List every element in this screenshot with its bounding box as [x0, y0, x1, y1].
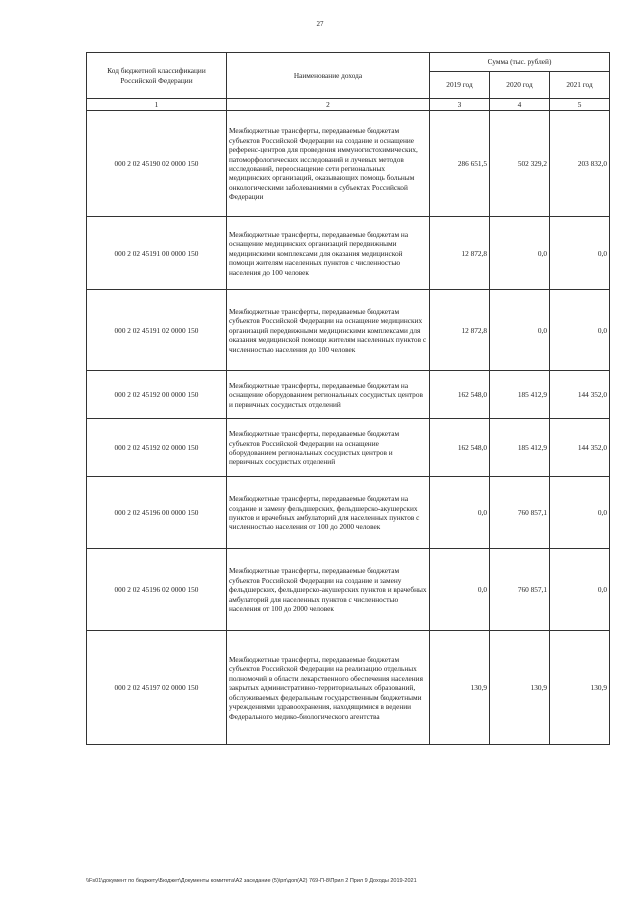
row-value-2019: 12 872,8 — [430, 217, 490, 290]
row-name: Межбюджетные трансферты, передаваемые бюджетам субъектов Российской Федерации на создание и замену фельдшерских, фельдшерско-акушерских пунктов и врачебных амбулаторий для населенных пунктов с численностью населения от 100 до 2000 человек — [227, 549, 430, 631]
row-code: 000 2 02 45191 00 0000 150 — [87, 217, 227, 290]
row-name: Межбюджетные трансферты, передаваемые бюджетам субъектов Российской Федерации на оснащение медицинских организаций передвижными медицинскими комплексами для оказания медицинской помощи жителям населенных пунктов с численностью населения до 100 человек — [227, 290, 430, 371]
table-row — [87, 549, 610, 631]
row-code: 000 2 02 45190 02 0000 150 — [87, 111, 227, 217]
header-year-2019: 2019 год — [430, 72, 490, 99]
row-value-2021: 203 832,0 — [550, 111, 610, 217]
row-value-2019: 130,9 — [430, 631, 490, 745]
row-value-2021: 0,0 — [550, 290, 610, 371]
row-code: 000 2 02 45191 02 0000 150 — [87, 290, 227, 371]
table-row — [87, 111, 610, 217]
table-row — [87, 477, 610, 549]
column-number: 4 — [490, 99, 550, 111]
row-value-2021: 0,0 — [550, 477, 610, 549]
footer-file-path: \\Fs01\документ по бюджету\Бюджет\Документы комитета\А2 заседание (5)\рп\доп(А2) 769-П-8\Прил 2 Прил 9 Доходы 2019-2021 — [86, 878, 417, 884]
row-value-2019: 162 548,0 — [430, 419, 490, 477]
row-code: 000 2 02 45192 02 0000 150 — [87, 419, 227, 477]
row-value-2019: 286 651,5 — [430, 111, 490, 217]
column-number: 1 — [87, 99, 227, 111]
row-value-2020: 760 857,1 — [490, 477, 550, 549]
row-value-2019: 12 872,8 — [430, 290, 490, 371]
row-name: Межбюджетные трансферты, передаваемые бюджетам на создание и замену фельдшерских, фельдшерско-акушерских пунктов и врачебных амбулаторий для населенных пунктов с численностью населения от 100 до 2000 человек — [227, 477, 430, 549]
row-code: 000 2 02 45196 02 0000 150 — [87, 549, 227, 631]
row-value-2020: 130,9 — [490, 631, 550, 745]
row-value-2020: 0,0 — [490, 290, 550, 371]
table-row — [87, 217, 610, 290]
row-value-2021: 0,0 — [550, 549, 610, 631]
row-value-2020: 760 857,1 — [490, 549, 550, 631]
row-name: Межбюджетные трансферты, передаваемые бюджетам субъектов Российской Федерации на реализацию отдельных полномочий в области лекарственного обеспечения населения закрытых административно-территориальных образований, обслуживаемых федеральным государственным бюджетными учреждениями здравоохранения, находящимися в ведении Федерального медико-биологического агентства — [227, 631, 430, 745]
column-number: 2 — [227, 99, 430, 111]
row-code: 000 2 02 45196 00 0000 150 — [87, 477, 227, 549]
row-code: 000 2 02 45192 00 0000 150 — [87, 371, 227, 419]
row-value-2020: 185 412,9 — [490, 419, 550, 477]
table-row — [87, 290, 610, 371]
row-value-2021: 130,9 — [550, 631, 610, 745]
row-code: 000 2 02 45197 02 0000 150 — [87, 631, 227, 745]
page-number: 27 — [316, 20, 324, 28]
header-code: Код бюджетной классификации Российской Федерации — [87, 53, 227, 99]
table-row — [87, 371, 610, 419]
row-name: Межбюджетные трансферты, передаваемые бюджетам на оснащение оборудованием региональных сосудистых центров и первичных сосудистых отделений — [227, 371, 430, 419]
row-name: Межбюджетные трансферты, передаваемые бюджетам субъектов Российской Федерации на создание и оснащение референс-центров для проведения иммуногистохимических, патоморфологических исследований и лучевых методов исследований, переоснащение сети региональных медицинских организаций, оказывающих помощь больным онкологическими заболеваниями в субъектах Российской Федерации — [227, 111, 430, 217]
header-year-2021: 2021 год — [550, 72, 610, 99]
revenue-table — [86, 52, 610, 745]
table-row — [87, 631, 610, 745]
header-name: Наименование дохода — [227, 53, 430, 99]
row-value-2020: 0,0 — [490, 217, 550, 290]
row-value-2021: 144 352,0 — [550, 371, 610, 419]
row-value-2019: 162 548,0 — [430, 371, 490, 419]
header-sum: Сумма (тыс. рублей) — [430, 53, 610, 72]
row-value-2021: 0,0 — [550, 217, 610, 290]
row-name: Межбюджетные трансферты, передаваемые бюджетам на оснащение медицинских организаций передвижными медицинскими комплексами для оказания медицинской помощи жителям населенных пунктов с численностью населения до 100 человек — [227, 217, 430, 290]
row-value-2020: 502 329,2 — [490, 111, 550, 217]
row-value-2019: 0,0 — [430, 549, 490, 631]
row-name: Межбюджетные трансферты, передаваемые бюджетам субъектов Российской Федерации на оснащение оборудованием региональных сосудистых центров и первичных сосудистых отделений — [227, 419, 430, 477]
header-year-2020: 2020 год — [490, 72, 550, 99]
column-number: 3 — [430, 99, 490, 111]
table-row — [87, 419, 610, 477]
row-value-2020: 185 412,9 — [490, 371, 550, 419]
row-value-2019: 0,0 — [430, 477, 490, 549]
column-number: 5 — [550, 99, 610, 111]
row-value-2021: 144 352,0 — [550, 419, 610, 477]
